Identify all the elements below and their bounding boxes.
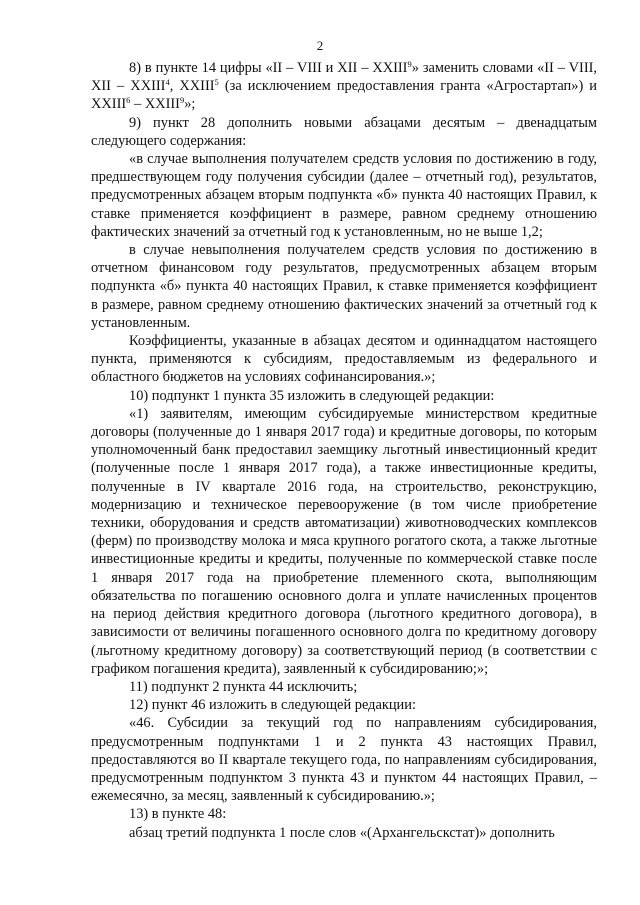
paragraph-item-10 (91, 387, 597, 405)
text-run: , XXIII (169, 78, 215, 95)
paragraph-item-10-text (91, 405, 597, 678)
paragraph-item-9-para-12 (91, 332, 597, 387)
text-run: 13) в пункте 48: (129, 806, 227, 823)
paragraph-item-12-text (91, 714, 597, 805)
text-run: «46. Субсидии за текущий год по направлениям субсидирования, предусмотренным подпунктами 1 и 2 пункта 43 настоящих Правил, предоставляются во II квартале текущего года, по направлениям субсидирования, предусмотренным подпунктом 3 пункта 43 и пунктом 44 настоящих Правил, – ежемесячно, за месяц, заявленный к субсидированию.»; (91, 715, 597, 805)
page-number: 2 (316, 38, 324, 53)
paragraph-item-9 (91, 114, 597, 150)
text-run: «в случае выполнения получателем средств условия по достижению в году, предшествующем году получения субсидии (далее – отчетный год), результатов, предусмотренных абзацем вторым подпункта «б» пункта 40 настоящих Правил, к ставке применяется коэффициент в размере, равном среднему отношению фактических значений за отчетный год к установленным, но не выше 1,2; (91, 151, 597, 240)
text-run: «1) заявителям, имеющим субсидируемые министерством кредитные договоры (полученные до 1 января 2017 года) и кредитные договоры, по которым уполномоченный банк предоставил заемщику льготный инвестиционный кредит (полученные после 1 января 2017 года), а также инвестиционные кредиты, полученные в IV квартале 2016 года, на строительство, реконструкцию, модернизацию и техническое перевооружение (в том числе приобретение техники, оборудования и средств автоматизации) животноводческих комплексов (ферм) по производству молока и мяса крупного рогатого скота, а также льготные инвестиционные кредиты и кредиты, полученные по коммерческой ставке после 1 января 2017 года на приобретение племенного скота, выполняющим обязательства по погашению основного долга и уплате начисленных процентов на период действия кредитного договора (льготного кредитного договора), в зависимости от величины погашенного основного долга по кредитному договору (льготному кредитному договору) за соответствующий период (в соответствии с графиком погашения кредита), заявленный к субсидированию;»; (91, 405, 597, 677)
footnote-marker: 9 (179, 95, 185, 106)
text-run: 11) подпункт 2 пункта 44 исключить; (129, 678, 358, 695)
paragraph-item-9-para-10 (91, 150, 597, 241)
paragraph-item-13-text (91, 824, 597, 842)
footnote-marker: 9 (407, 59, 412, 69)
text-run: 12) пункт 46 изложить в следующей редакции: (129, 697, 416, 714)
text-run: Коэффициенты, указанные в абзацах десятом и одиннадцатом настоящего пункта, применяются к субсидиям, предоставляемым из федерального и областного бюджетов на условиях софинансирования.»; (91, 333, 597, 386)
text-run: » заменить словами «II – VIII, XII – XXIII (91, 60, 597, 95)
text-run: – XXIII (130, 96, 180, 113)
paragraph-item-11 (91, 678, 597, 696)
text-run: 9) пункт 28 дополнить новыми абзацами десятым – двенадцатым следующего содержания: (91, 114, 597, 149)
text-run: абзац третий подпункта 1 после слов «(Архангельскстат)» дополнить (129, 824, 555, 841)
text-run: в случае невыполнения получателем средств условия по достижению в отчетном финансовом году результатов, предусмотренных абзацем вторым подпункта «б» пункта 40 настоящих Правил, к ставке применяется коэффициент в размере, равном среднему отношению фактических значений за отчетный год к установленным. (91, 242, 597, 331)
footnote-marker: 6 (126, 95, 131, 106)
text-run: »; (184, 96, 196, 113)
paragraph-item-13 (91, 805, 597, 823)
text-run: 8) в пункте 14 цифры «II – VIII и XII – XXIII (129, 60, 408, 76)
document-body (91, 59, 597, 842)
paragraph-item-12 (91, 696, 597, 714)
footnote-marker: 4 (165, 77, 170, 88)
paragraph-item-9-para-11 (91, 241, 597, 332)
footnote-marker: 5 (214, 77, 219, 88)
text-run: (за исключением предоставления гранта «Агростартап») и XXIII (91, 78, 598, 113)
paragraph-item-8 (91, 59, 597, 114)
text-run: 10) подпункт 1 пункта 35 изложить в следующей редакции: (129, 387, 495, 404)
